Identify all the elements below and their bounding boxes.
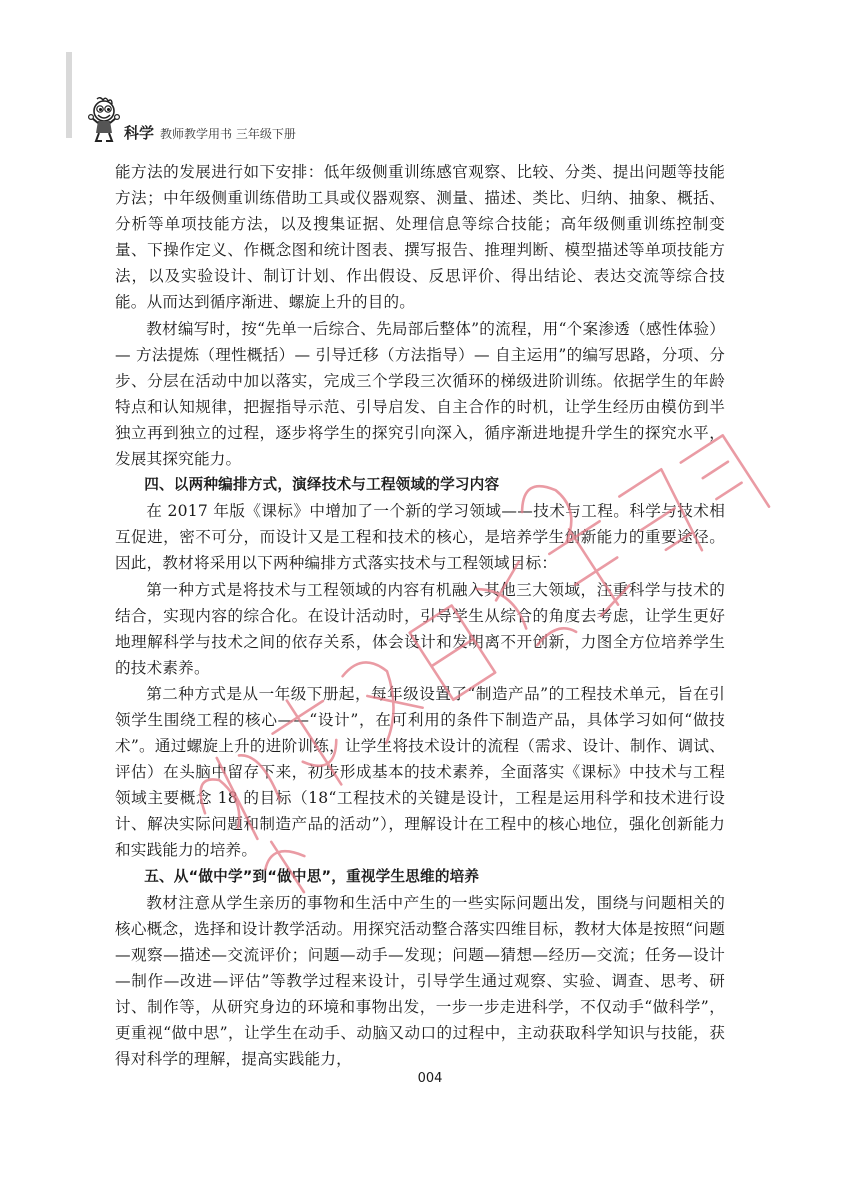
cartoon-mascot-icon (86, 96, 122, 144)
page-body (115, 159, 725, 1072)
body-paragraph: 第一种方式是将技术与工程领域的内容有机融入其他三大领域，注重科学与技术的结合，实现内容的综合化。在设计活动时，引导学生从综合的角度去考虑，让学生更好地理解科学与技术之间的依存关系，体会设计和发明离不开创新，力图全方位培养学生的技术素养。 (115, 580, 725, 677)
body-paragraph: 能方法的发展进行如下安排：低年级侧重训练感官观察、比较、分类、提出问题等技能方法；中年级侧重训练借助工具或仪器观察、测量、描述、类比、归纳、抽象、概括、分析等单项技能方法，以及搜集证据、处理信息等综合技能；高年级侧重训练控制变量、下操作定义、作概念图和统计图表、撰写报告、推理判断、模型描述等单项技能方法，以及实验设计、制订计划、作出假设、反思评价、得出结论、表达交流等综合技能。从而达到循序渐进、螺旋上升的目的。 (115, 163, 725, 312)
running-head-subject: 科学 (124, 124, 155, 142)
running-head (124, 122, 296, 142)
section-heading: 四、以两种编排方式，演绎技术与工程领域的学习内容 (144, 476, 500, 494)
body-paragraph: 第二种方式是从一年级下册起，每年级设置了“制造产品”的工程技术单元，旨在引领学生围绕工程的核心——“设计”，在可利用的条件下制造产品，具体学习如何“做技术”。通过螺旋上升的进阶训练，让学生将技术设计的流程（需求、设计、制作、调试、评估）在头脑中留存下来，初步形成基本的技术素养，全面落实《课标》中技术与工程领域主要概念 18 的目标（18“工程技术的关键是设计，工程是运用科学和技术进行设计、解决实际问题和制造产品的活动”），理解设计在工程中的核心地位，强化创新能力和实践能力的培养。 (115, 684, 725, 860)
page-number: 004 (417, 1071, 443, 1086)
body-paragraph: 教材编写时，按“先单一后综合、先局部后整体”的流程，用“个案渗透（感性体验）— 方法提炼（理性概括）— 引导迁移（方法指导）— 自主运用”的编写思路，分项、分步、分层在活动中加以落实，完成三个学段三次循环的梯级进阶训练。依据学生的年龄特点和认知规律，把握指导示范、引导启发、自主合作的时机，让学生经历由模仿到半独立再到独立的过程，逐步将学生的探究引向深入，循序渐进地提升学生的探究水平，发展其探究能力。 (115, 319, 725, 469)
section-heading: 五、从“做中学”到“做中思”，重视学生思维的培养 (144, 867, 480, 885)
body-paragraph: 在 2017 年版《课标》中增加了一个新的学习领域——技术与工程。科学与技术相互促进，密不可分，而设计又是工程和技术的核心，是培养学生创新能力的重要途径。因此，教材将采用以下两种编排方式落实技术与工程领域目标： (115, 502, 725, 573)
side-accent-bar (66, 52, 72, 138)
running-head-book-title: 教师教学用书 三年级下册 (160, 127, 296, 141)
body-paragraph: 教材注意从学生亲历的事物和生活中产生的一些实际问题出发，围绕与问题相关的核心概念，选择和设计教学活动。用探究活动整合落实四维目标，教材大体是按照“问题—观察—描述—交流评价；问题—动手—发现；问题—猜想—经历—交流；任务—设计—制作—改进—评估”等教学过程来设计，引导学生通过观察、实验、调查、思考、研讨、制作等，从研究身边的环境和事物出发，一步一步走进科学，不仅动手“做科学”，更重视“做中思”，让学生在动手、动脑又动口的过程中，主动获取科学知识与技能，获得对科学的理解，提高实践能力， (115, 893, 725, 1069)
